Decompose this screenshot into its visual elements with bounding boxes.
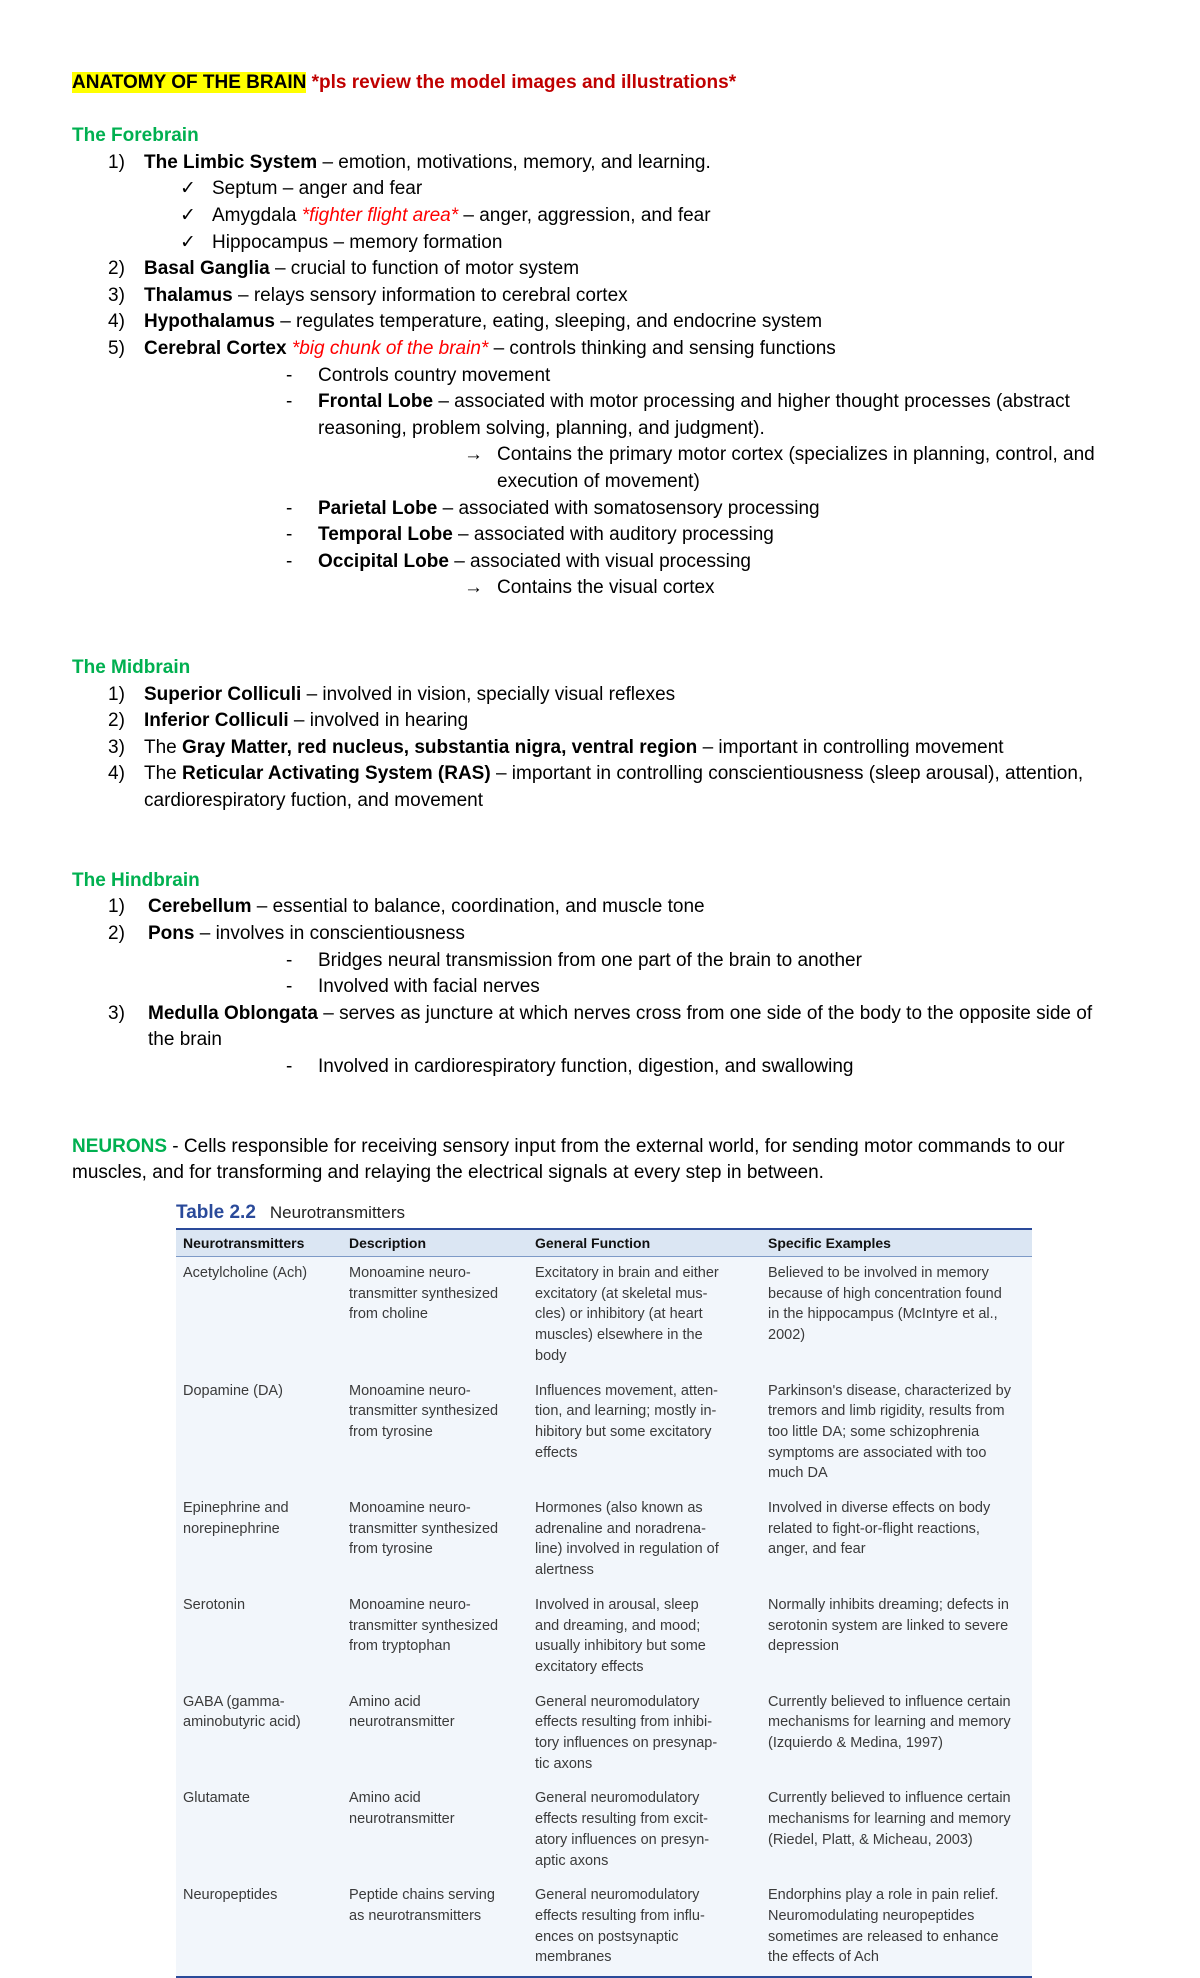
sub-text: Controls country movement [318,364,551,386]
header-specific-examples: Specific Examples [768,1235,891,1251]
cell-specific-examples: Currently believed to influence certain mechanisms for learning and memory (Izquierdo & Medina, 1997) [768,1693,1011,1752]
cortex-sub-temporal [72,522,1132,549]
hindbrain-item-3-cont [72,1027,1132,1054]
sub-desc: – associated with auditory processing [452,524,774,546]
item-number: 1) [108,896,125,918]
sub-desc: – associated with somatosensory processing [437,497,820,519]
item-desc: – relays sensory information to cerebral cortex [232,284,628,306]
midbrain-item-4-cont [72,788,1132,815]
dash-bullet: - [286,391,293,413]
table-row [176,1782,1032,1879]
cell-description: Monoamine neuro- transmitter synthesized from tyrosine [349,1500,499,1558]
item-desc-cont: cardiorespiratory fuction, and movement [144,790,483,812]
dash-bullet: - [286,949,293,971]
frontal-arrow-cont [72,469,1132,496]
dash-bullet: - [286,976,293,998]
dash-bullet: - [286,364,293,386]
cell-description: Monoamine neuro- transmitter synthesized from tryptophan [349,1596,499,1655]
item-term: The Limbic System [144,151,318,173]
cell-neurotransmitter: Neuropeptides [183,1887,278,1904]
sub-term: Parietal Lobe [318,497,438,519]
sub-text: Bridges neural transmission from one part of the brain to another [318,949,862,971]
item-number: 1) [108,683,125,705]
table-caption [176,1198,1036,1228]
cell-neurotransmitter: GABA (gamma- aminobutyric acid) [183,1693,301,1731]
checkmark-icon: ✓ [180,204,196,226]
midbrain-heading: The Midbrain [72,657,191,679]
neurons-definition [72,1134,1132,1161]
item-desc: – important in controlling movement [697,736,1004,758]
item-number: 5) [108,337,125,359]
cell-neurotransmitter: Glutamate [183,1790,250,1807]
cell-neurotransmitter: Acetylcholine (Ach) [183,1265,308,1281]
item-term: Hypothalamus [144,311,275,333]
cell-description: Peptide chains serving as neurotransmitters [349,1887,495,1924]
sub-term: Occipital Lobe [318,550,449,572]
sub-term: Temporal Lobe [318,524,453,546]
item-term: Thalamus [144,284,233,306]
table-header-row [176,1230,1032,1257]
cell-neurotransmitter: Epinephrine and norepinephrine [183,1500,289,1537]
check-text: Hippocampus – memory formation [212,231,503,253]
forebrain-item-1 [72,150,1132,177]
cell-specific-examples: Endorphins play a role in pain relief. Neuromodulating neuropeptides sometimes are released to enhance the effects of Ach [768,1887,999,1966]
item-desc: – important in controlling conscientiousness (sleep arousal), attention, [490,763,1084,785]
cell-general-function: General neuromodulatory effects resulting from excit- atory influences on presyn- aptic axons [535,1790,710,1869]
cortex-sub-frontal-cont [72,416,1132,443]
dash-bullet: - [286,497,293,519]
sub-desc: – associated with visual processing [448,550,751,572]
document-title [72,70,1132,97]
cell-general-function: General neuromodulatory effects resulting from inhibi- tory influences on presynap- tic axons [535,1693,718,1772]
item-number: 1) [108,151,125,173]
hindbrain-item-3 [72,1001,1132,1028]
limbic-check-3 [72,230,1132,257]
cell-description: Amino acid neurotransmitter [349,1693,455,1731]
checkmark-icon: ✓ [180,231,196,253]
cell-description: Monoamine neuro- transmitter synthesized from tyrosine [349,1382,499,1440]
item-desc: – emotion, motivations, memory, and learning. [317,151,711,173]
item-desc: – serves as juncture at which nerves cross from one side of the body to the opposite side of [317,1002,1093,1024]
midbrain-item-3 [72,735,1132,762]
item-desc: – involves in conscientiousness [194,923,465,944]
dash-bullet: - [286,550,293,572]
table-row [176,1589,1032,1686]
neurotransmitters-table-figure [176,1198,1036,1978]
dash-bullet: - [286,1055,293,1077]
neurons-term: NEURONS [72,1135,168,1157]
medulla-sub [72,1054,1132,1081]
arrow-text-cont: execution of movement) [497,470,700,492]
title-heading: ANATOMY OF THE BRAIN [72,72,307,93]
item-number: 2) [108,258,125,280]
item-number: 2) [108,923,125,944]
header-neurotransmitters: Neurotransmitters [183,1235,305,1251]
cell-general-function: Involved in arousal, sleep and dreaming, and mood; usually inhibitory but some excitatory effects [535,1596,706,1675]
item-number: 3) [108,284,125,306]
neurotransmitters-table [176,1228,1032,1978]
item-term: Cerebellum [148,896,252,918]
cell-specific-examples: Currently believed to influence certain mechanisms for learning and memory (Riedel, Platt, & Micheau, 2003) [768,1790,1011,1848]
pons-sub-1 [72,948,1132,975]
item-term: Reticular Activating System (RAS) [182,763,491,785]
notes-body [72,70,1132,1187]
item-desc: – regulates temperature, eating, sleeping, and endocrine system [274,311,823,333]
sub-desc-cont: reasoning, problem solving, planning, and judgment). [318,417,765,439]
cortex-sub-occipital [72,549,1132,576]
item-term: Basal Ganglia [144,258,270,280]
check-text: Amygdala [212,204,302,226]
hindbrain-item-2 [72,921,1132,948]
cortex-sub-parietal [72,496,1132,523]
occipital-arrow-item [72,575,1132,602]
cell-general-function: Hormones (also known as adrenaline and noradrena- line) involved in regulation of alertness [535,1500,719,1579]
check-text: Septum – anger and fear [212,178,423,200]
item-note: *big chunk of the brain* [286,337,489,359]
cell-specific-examples: Believed to be involved in memory because of high concentration found in the hippocampus (McIntyre et al., 2002) [768,1265,1002,1344]
sub-term: Frontal Lobe [318,391,434,413]
title-note: *pls review the model images and illustrations* [311,72,737,93]
cell-general-function: General neuromodulatory effects resulting from influ- ences on postsynaptic membranes [535,1887,705,1966]
item-prefix: The [144,763,183,785]
item-term: Cerebral Cortex [144,337,287,359]
midbrain-item-1 [72,682,1132,709]
item-desc-cont: the brain [148,1029,222,1051]
item-number: 4) [108,763,125,785]
neurons-desc: - Cells responsible for receiving sensory input from the external world, for sending motor commands to our [167,1135,1065,1157]
cell-neurotransmitter: Serotonin [183,1596,246,1613]
checkmark-icon: ✓ [180,178,196,200]
item-term: Superior Colliculi [144,683,302,705]
item-term: Gray Matter, red nucleus, substantia nigra, ventral region [182,736,698,758]
neurons-definition-cont [72,1160,1132,1187]
arrow-text: Contains the visual cortex [497,577,715,599]
item-desc: – controls thinking and sensing functions [488,337,836,359]
cell-description: Amino acid neurotransmitter [349,1790,455,1828]
cell-specific-examples: Normally inhibits dreaming; defects in serotonin system are linked to severe depression [768,1596,1009,1655]
table-row [176,1257,1032,1375]
midbrain-item-4 [72,761,1132,788]
table-row [176,1492,1032,1589]
cell-specific-examples: Involved in diverse effects on body related to fight-or-flight reactions, anger, and fear [768,1500,991,1558]
limbic-check-2 [72,203,1132,230]
hindbrain-item-1 [72,894,1132,921]
dash-bullet: - [286,524,293,546]
arrow-right-icon: → [464,444,483,466]
frontal-arrow-item [72,442,1132,469]
hindbrain-heading: The Hindbrain [72,869,200,891]
neurons-desc-cont: muscles, and for transforming and relaying the electrical signals at every step in between. [72,1162,824,1184]
item-number: 3) [108,736,125,758]
cell-general-function: Excitatory in brain and either excitatory (at skeletal mus- cles) or inhibitory (at heart muscles) elsewhere in the body [535,1265,719,1364]
item-number: 4) [108,311,125,333]
cell-description: Monoamine neuro- transmitter synthesized from choline [349,1265,499,1323]
table-row [176,1879,1032,1976]
item-number: 3) [108,1002,125,1024]
cortex-sub-controls [72,363,1132,390]
table-name: Neurotransmitters [269,1203,406,1222]
item-number: 2) [108,710,125,732]
pons-sub-2 [72,974,1132,1001]
table-number: Table 2.2 [176,1202,256,1223]
limbic-check-1 [72,176,1132,203]
header-general-function: General Function [535,1235,651,1251]
arrow-text: Contains the primary motor cortex (specializes in planning, control, and [497,444,1095,466]
forebrain-item-5 [72,336,1132,363]
forebrain-item-2 [72,256,1132,283]
check-text-tail: – anger, aggression, and fear [458,204,711,226]
header-description: Description [349,1235,427,1251]
midbrain-item-2 [72,708,1132,735]
cell-general-function: Influences movement, atten- tion, and learning; mostly in- hibitory but some excitatory effects [535,1382,718,1461]
sub-text: Involved in cardiorespiratory function, digestion, and swallowing [318,1055,854,1077]
forebrain-item-4 [72,309,1132,336]
forebrain-heading: The Forebrain [72,125,199,147]
item-desc: – essential to balance, coordination, and muscle tone [251,896,705,918]
item-term: Inferior Colliculi [144,710,289,732]
item-desc: – involved in vision, specially visual reflexes [301,683,676,705]
cell-neurotransmitter: Dopamine (DA) [183,1382,283,1399]
item-term: Medulla Oblongata [148,1002,318,1024]
item-term: Pons [148,923,195,944]
check-note: *fighter flight area* [301,204,459,226]
sub-text: Involved with facial nerves [318,976,540,998]
forebrain-item-3 [72,283,1132,310]
item-desc: – involved in hearing [288,710,469,732]
table-row [176,1686,1032,1783]
table-row [176,1375,1032,1493]
cell-specific-examples: Parkinson's disease, characterized by tremors and limb rigidity, results from too little DA; some schizophrenia symptoms are associated with too much DA [768,1382,1011,1482]
sub-desc: – associated with motor processing and higher thought processes (abstract [433,391,1070,413]
cortex-sub-frontal [72,389,1132,416]
item-desc: – crucial to function of motor system [269,258,580,280]
arrow-right-icon: → [464,577,483,599]
item-prefix: The [144,736,183,758]
